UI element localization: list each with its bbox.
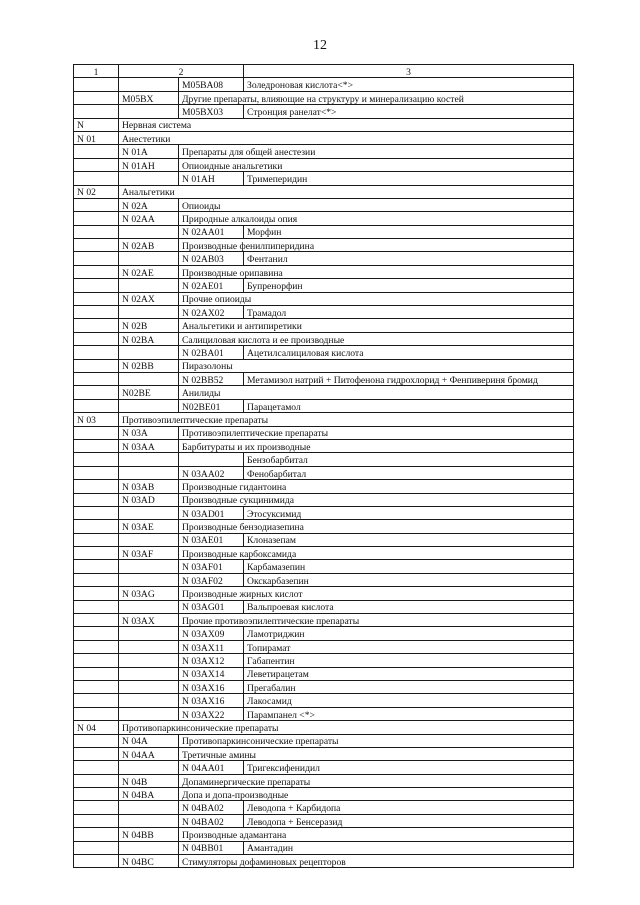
table-cell: Салициловая кислота и ее производные [179, 332, 574, 345]
table-cell [74, 239, 119, 252]
atc-classification-table [73, 64, 574, 868]
table-row [74, 654, 574, 667]
table-row [74, 225, 574, 238]
table-cell: Парацетамол [244, 399, 574, 412]
table-cell: 3 [244, 65, 574, 78]
table-cell: N 04BA02 [179, 801, 244, 814]
table-cell: N 04BA [119, 788, 179, 801]
table-row [74, 131, 574, 144]
table-cell: Противопаркинсонические препараты [119, 721, 574, 734]
table-cell: Производные бензодиазепина [179, 520, 574, 533]
table-cell [74, 841, 119, 854]
table-cell: Прочие опиоиды [179, 292, 574, 305]
table-cell: Производные адамантана [179, 828, 574, 841]
table-cell [74, 91, 119, 104]
table-cell [74, 439, 119, 452]
table-cell: N 03AD01 [179, 506, 244, 519]
table-row [74, 560, 574, 573]
table-cell: Клоназепам [244, 533, 574, 546]
table-cell: M05BX03 [179, 105, 244, 118]
table-cell: N 03AX22 [179, 707, 244, 720]
table-cell: N 03A [119, 426, 179, 439]
table-cell: N 04BB [119, 828, 179, 841]
table-cell [74, 774, 119, 787]
table-cell: N 04B [119, 774, 179, 787]
table-cell [74, 265, 119, 278]
table-cell: M05BA08 [179, 78, 244, 91]
table-cell [119, 306, 179, 319]
table-cell [74, 694, 119, 707]
table-cell [119, 78, 179, 91]
table-cell [74, 667, 119, 680]
table-cell [119, 667, 179, 680]
table-row [74, 828, 574, 841]
table-cell [74, 332, 119, 345]
table-cell: N 02AA [119, 212, 179, 225]
table-cell: Габапентин [244, 654, 574, 667]
table-cell: N 02AE01 [179, 279, 244, 292]
table-cell: N 03AX16 [179, 694, 244, 707]
table-cell [119, 814, 179, 827]
table-row [74, 185, 574, 198]
table-cell [119, 453, 179, 466]
table-cell [74, 105, 119, 118]
table-cell [74, 788, 119, 801]
table-row [74, 198, 574, 211]
table-cell: Анальгетики и антипиретики [179, 319, 574, 332]
table-cell: Метамизол натрий + Питофенона гидрохлорид + Фенпивериня бромид [244, 372, 574, 385]
table-row [74, 493, 574, 506]
table-row [74, 158, 574, 171]
table-cell: Стронция ранелат<*> [244, 105, 574, 118]
table-row [74, 145, 574, 158]
table-cell: N 03AX12 [179, 654, 244, 667]
table-row [74, 640, 574, 653]
table-cell [74, 480, 119, 493]
table-cell [74, 573, 119, 586]
table-cell: Стимуляторы дофаминовых рецепторов [179, 855, 574, 868]
table-row [74, 841, 574, 854]
table-row [74, 439, 574, 452]
table-cell [74, 292, 119, 305]
table-cell [74, 614, 119, 627]
table-header-row [74, 65, 574, 78]
table-cell: Производные жирных кислот [179, 587, 574, 600]
table-cell: Бензобарбитал [244, 453, 574, 466]
table-cell: Лакосамид [244, 694, 574, 707]
table-row [74, 332, 574, 345]
table-cell: N 02AX [119, 292, 179, 305]
table-row [74, 359, 574, 372]
table-cell [74, 386, 119, 399]
table-cell [119, 105, 179, 118]
table-cell [119, 225, 179, 238]
table-cell: N 03 [74, 413, 119, 426]
table-cell: Трамадол [244, 306, 574, 319]
table-row [74, 279, 574, 292]
table-cell [74, 306, 119, 319]
table-cell: Противоэпилептические препараты [119, 413, 574, 426]
table-cell: Противопаркинсонические препараты [179, 734, 574, 747]
table-cell: Опиоиды [179, 198, 574, 211]
table-cell: Карбамазепин [244, 560, 574, 573]
table-cell [74, 212, 119, 225]
table-cell: N 01 [74, 131, 119, 144]
table-cell [119, 640, 179, 653]
table-cell: Фентанил [244, 252, 574, 265]
table-cell [119, 399, 179, 412]
table-row [74, 386, 574, 399]
table-row [74, 413, 574, 426]
table-row [74, 587, 574, 600]
table-cell: Этосуксимид [244, 506, 574, 519]
table-row [74, 239, 574, 252]
table-cell [74, 520, 119, 533]
table-cell [74, 734, 119, 747]
table-row [74, 252, 574, 265]
table-cell: Вальпроевая кислота [244, 600, 574, 613]
table-cell: N 02AB03 [179, 252, 244, 265]
table-cell: Амантадин [244, 841, 574, 854]
table-row [74, 319, 574, 332]
table-cell [119, 560, 179, 573]
table-cell: N 04BA02 [179, 814, 244, 827]
table-cell: N 02AX02 [179, 306, 244, 319]
table-cell: N 03AF01 [179, 560, 244, 573]
table-cell: N 02B [119, 319, 179, 332]
table-cell [74, 252, 119, 265]
table-cell: Производные сукцинимида [179, 493, 574, 506]
table-cell: Фенобарбитал [244, 466, 574, 479]
table-row [74, 91, 574, 104]
table-cell: N 02AA01 [179, 225, 244, 238]
table-cell: Тригексифенидил [244, 761, 574, 774]
table-cell [74, 801, 119, 814]
table-row [74, 399, 574, 412]
page-number: 12 [313, 38, 327, 53]
table-cell: N 04AA [119, 747, 179, 760]
table-cell [119, 506, 179, 519]
table-cell: Нервная система [119, 118, 574, 131]
table-row [74, 761, 574, 774]
table-cell: Тримеперидин [244, 172, 574, 185]
table-cell [74, 172, 119, 185]
table-cell: N 03AX09 [179, 627, 244, 640]
table-cell [119, 466, 179, 479]
table-cell: N 02BA [119, 332, 179, 345]
table-cell [74, 814, 119, 827]
table-row [74, 426, 574, 439]
table-cell [74, 426, 119, 439]
table-cell: N 02 [74, 185, 119, 198]
table-cell [119, 172, 179, 185]
table-cell: Бупренорфин [244, 279, 574, 292]
table-cell: N02BE01 [179, 399, 244, 412]
table-cell: N 04AA01 [179, 761, 244, 774]
table-cell: N 03AX16 [179, 680, 244, 693]
table-row [74, 453, 574, 466]
table-row [74, 372, 574, 385]
table-cell [119, 680, 179, 693]
table-cell: Топирамат [244, 640, 574, 653]
table-row [74, 573, 574, 586]
table-cell [74, 600, 119, 613]
table-cell [119, 707, 179, 720]
table-cell: N 02A [119, 198, 179, 211]
table-cell [74, 560, 119, 573]
table-cell [74, 533, 119, 546]
table-cell [74, 372, 119, 385]
table-cell: Ацетилсалициловая кислота [244, 346, 574, 359]
table-cell [119, 801, 179, 814]
table-cell: N 03AF02 [179, 573, 244, 586]
table-cell: N 03AE [119, 520, 179, 533]
table-cell: N 02BA01 [179, 346, 244, 359]
table-cell: Производные орипавина [179, 265, 574, 278]
table-cell: N 03AE01 [179, 533, 244, 546]
table-cell: Производные фенилпиперидина [179, 239, 574, 252]
table-cell: Окскарбазепин [244, 573, 574, 586]
table-cell [119, 252, 179, 265]
table-cell: Леводопа + Карбидопа [244, 801, 574, 814]
table-cell [119, 573, 179, 586]
table-cell: N 02AB [119, 239, 179, 252]
table-cell: M05BX [119, 91, 179, 104]
table-cell: N 03AX [119, 614, 179, 627]
table-cell: N 01AH [119, 158, 179, 171]
table-row [74, 788, 574, 801]
table-row [74, 533, 574, 546]
table-cell: 1 [74, 65, 119, 78]
table-cell: Пиразолоны [179, 359, 574, 372]
table-cell: Допа и допа-производные [179, 788, 574, 801]
table-row [74, 105, 574, 118]
table-row [74, 707, 574, 720]
table-cell [74, 855, 119, 868]
table-cell: Противоэпилептические препараты [179, 426, 574, 439]
table-cell: N 03AF [119, 547, 179, 560]
table-cell [74, 279, 119, 292]
table-cell [74, 145, 119, 158]
table-cell [74, 587, 119, 600]
table-row [74, 506, 574, 519]
table-cell: Золедроновая кислота<*> [244, 78, 574, 91]
table-cell: N 03AB [119, 480, 179, 493]
table-row [74, 680, 574, 693]
table-cell: Производные гидантоина [179, 480, 574, 493]
table-cell [74, 627, 119, 640]
table-cell [74, 747, 119, 760]
table-cell: N02BE [119, 386, 179, 399]
table-cell: N 04A [119, 734, 179, 747]
table-cell: Природные алкалоиды опия [179, 212, 574, 225]
table-cell [74, 399, 119, 412]
table-cell: Морфин [244, 225, 574, 238]
table-row [74, 614, 574, 627]
table-body [74, 65, 574, 868]
table-cell [74, 654, 119, 667]
table-cell [74, 493, 119, 506]
table-row [74, 466, 574, 479]
table-cell: Препараты для общей анестезии [179, 145, 574, 158]
table-row [74, 667, 574, 680]
table-cell [74, 828, 119, 841]
table-cell [74, 466, 119, 479]
table-row [74, 547, 574, 560]
table-row [74, 118, 574, 131]
table-cell: Анилиды [179, 386, 574, 399]
table-cell: N 01A [119, 145, 179, 158]
table-cell [74, 707, 119, 720]
table-cell: Ламотриджин [244, 627, 574, 640]
table-cell [74, 359, 119, 372]
table-cell [74, 547, 119, 560]
table-row [74, 78, 574, 91]
table-cell: Прочие противоэпилептические препараты [179, 614, 574, 627]
table-cell [74, 640, 119, 653]
table-cell: Другие препараты, влияющие на структуру и минерализацию костей [179, 91, 574, 104]
table-cell [74, 761, 119, 774]
table-cell [119, 654, 179, 667]
table-cell [74, 158, 119, 171]
table-row [74, 172, 574, 185]
table-cell [119, 841, 179, 854]
table-cell: N 02BB [119, 359, 179, 372]
table-cell: N 02AE [119, 265, 179, 278]
table-cell [119, 627, 179, 640]
table-cell: Леводопа + Бенсеразид [244, 814, 574, 827]
table-row [74, 721, 574, 734]
table-cell [74, 225, 119, 238]
table-cell: N 04BB01 [179, 841, 244, 854]
table-row [74, 747, 574, 760]
table-row [74, 627, 574, 640]
table-cell: N 04 [74, 721, 119, 734]
table-cell: N 04BC [119, 855, 179, 868]
table-cell: N [74, 118, 119, 131]
table-row [74, 694, 574, 707]
table-cell [119, 279, 179, 292]
table-row [74, 306, 574, 319]
table-cell: N 02BB52 [179, 372, 244, 385]
table-cell [119, 761, 179, 774]
table-cell [74, 346, 119, 359]
table-cell: N 03AG01 [179, 600, 244, 613]
table-cell: N 03AA [119, 439, 179, 452]
table-cell [179, 453, 244, 466]
table-cell: Третичные амины [179, 747, 574, 760]
table-cell [74, 198, 119, 211]
table-row [74, 734, 574, 747]
table-row [74, 814, 574, 827]
table-cell: Прегабалин [244, 680, 574, 693]
table-row [74, 520, 574, 533]
table-cell: Производные карбоксамида [179, 547, 574, 560]
table-cell: Опиоидные анальгетики [179, 158, 574, 171]
table-cell [74, 78, 119, 91]
table-row [74, 480, 574, 493]
table-cell [119, 694, 179, 707]
table-cell: 2 [119, 65, 244, 78]
table-cell [74, 680, 119, 693]
table-cell [119, 372, 179, 385]
table-row [74, 774, 574, 787]
table-cell: N 03AX14 [179, 667, 244, 680]
table-row [74, 265, 574, 278]
table-row [74, 212, 574, 225]
table-cell: Допаминергические препараты [179, 774, 574, 787]
table-cell: Барбитураты и их производные [179, 439, 574, 452]
table-cell: Парампанел <*> [244, 707, 574, 720]
table-row [74, 801, 574, 814]
table-cell: N 03AD [119, 493, 179, 506]
table-cell: Анестетики [119, 131, 574, 144]
table-cell [119, 600, 179, 613]
table-row [74, 292, 574, 305]
table-cell: Леветирацетам [244, 667, 574, 680]
table-cell: N 01AH [179, 172, 244, 185]
table-cell [119, 346, 179, 359]
table-cell [74, 506, 119, 519]
table-cell: N 03AA02 [179, 466, 244, 479]
table-row [74, 346, 574, 359]
table-cell [74, 453, 119, 466]
table-row [74, 600, 574, 613]
table-cell: Анальгетики [119, 185, 574, 198]
table-row [74, 855, 574, 868]
table-cell: N 03AX11 [179, 640, 244, 653]
table-cell [119, 533, 179, 546]
table-cell: N 03AG [119, 587, 179, 600]
table-cell [74, 319, 119, 332]
